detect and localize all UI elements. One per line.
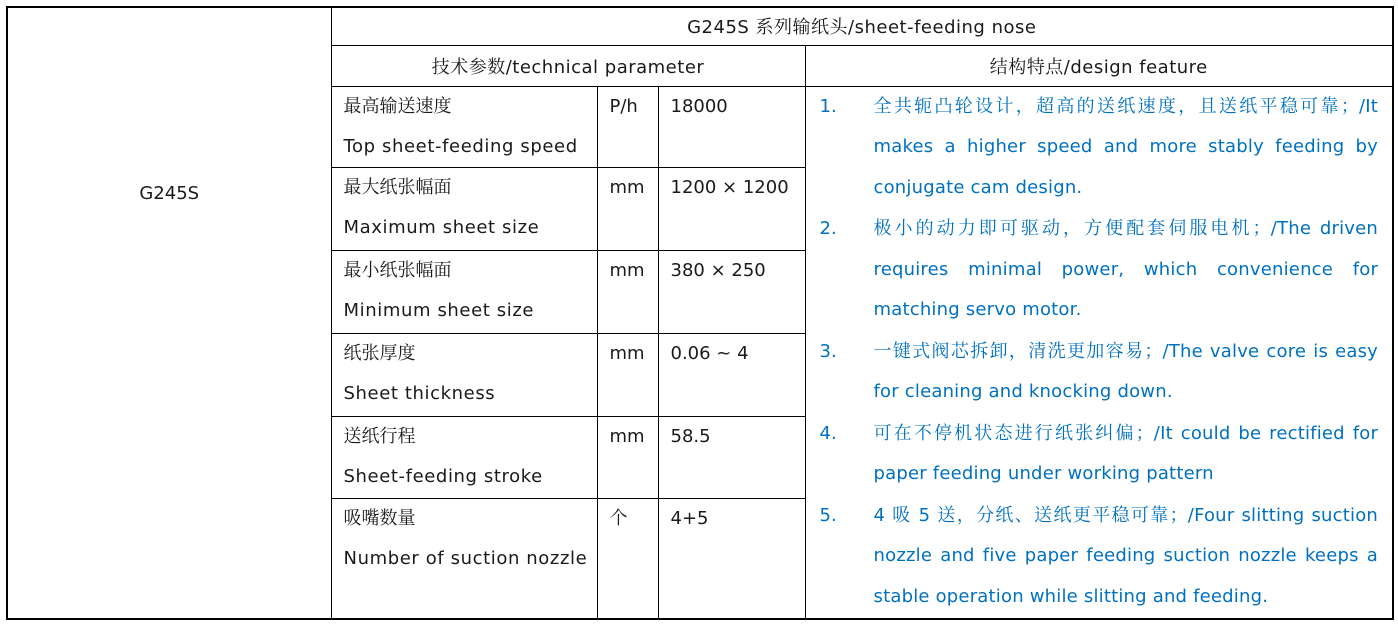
param-name-en: Sheet thickness [343,382,496,404]
param-value: 0.06 ~ 4 [658,333,805,416]
param-name [331,333,597,416]
param-name-en: Sheet-feeding stroke [343,465,543,487]
feature-text: 极小的动力即可驱动，方便配套伺服电机；/The driven requires minimal power, which convenience for matching servo motor. [873,218,1379,320]
feature-number: 3. [819,340,837,362]
param-name [331,86,597,168]
feature-item [820,209,1379,331]
feature-item [820,332,1379,413]
feature-item [820,496,1379,618]
param-name-zh: 吸嘴数量 [343,508,416,530]
model-cell [7,7,331,619]
param-value: 380 × 250 [658,251,805,334]
feature-text: 一键式阀芯拆卸，清洗更加容易；/The valve core is easy for cleaning and knocking down. [873,340,1379,402]
param-unit: 个 [597,499,658,619]
param-value: 4+5 [658,499,805,619]
spec-table [6,6,1394,620]
param-unit: mm [597,416,658,499]
feature-list [820,87,1379,618]
feature-number: 5. [819,504,837,526]
param-name-zh: 送纸行程 [343,425,416,447]
param-name-zh: 最高输送速度 [343,95,452,117]
param-name-en: Maximum sheet size [343,217,540,239]
title-row [7,7,1393,45]
feature-number: 4. [819,422,837,444]
param-name-zh: 纸张厚度 [343,342,416,364]
feature-text: 可在不停机状态进行纸张纠偏；/It could be rectified for paper feeding under working pattern [873,422,1379,484]
feature-item [820,414,1379,495]
param-name-zh: 最大纸张幅面 [343,177,452,199]
param-name [331,251,597,334]
param-value: 58.5 [658,416,805,499]
feature-text: 全共轭凸轮设计，超高的送纸速度，且送纸平稳可靠；/It makes a higher speed and more stably feeding by conjugate cam design. [873,95,1379,198]
feature-text: 4 吸 5 送，分纸、送纸更平稳可靠；/Four slitting suction nozzle and five paper feeding suction nozzle keeps a stable operation while slitting and feeding. [873,504,1379,607]
feature-number: 1. [819,95,837,117]
feature-item [820,87,1379,209]
table-title: G245S 系列输纸头/sheet-feeding nose [331,7,1393,45]
model-label: G245S [139,182,200,204]
design-feature-cell [805,86,1393,619]
param-name [331,168,597,251]
param-value: 18000 [658,86,805,168]
param-unit: mm [597,333,658,416]
feature-number: 2. [819,218,837,239]
design-feature-header: 结构特点/design feature [805,45,1393,86]
param-value: 1200 × 1200 [658,168,805,251]
param-unit: mm [597,251,658,334]
param-name-en: Number of suction nozzle [343,548,588,570]
technical-parameter-header: 技术参数/technical parameter [331,45,805,86]
param-name [331,416,597,499]
param-unit: mm [597,168,658,251]
param-name-en: Minimum sheet size [343,300,535,322]
param-name-zh: 最小纸张幅面 [343,260,452,282]
param-unit: P/h [597,86,658,168]
param-name-en: Top sheet-feeding speed [343,135,578,157]
param-name [331,499,597,619]
